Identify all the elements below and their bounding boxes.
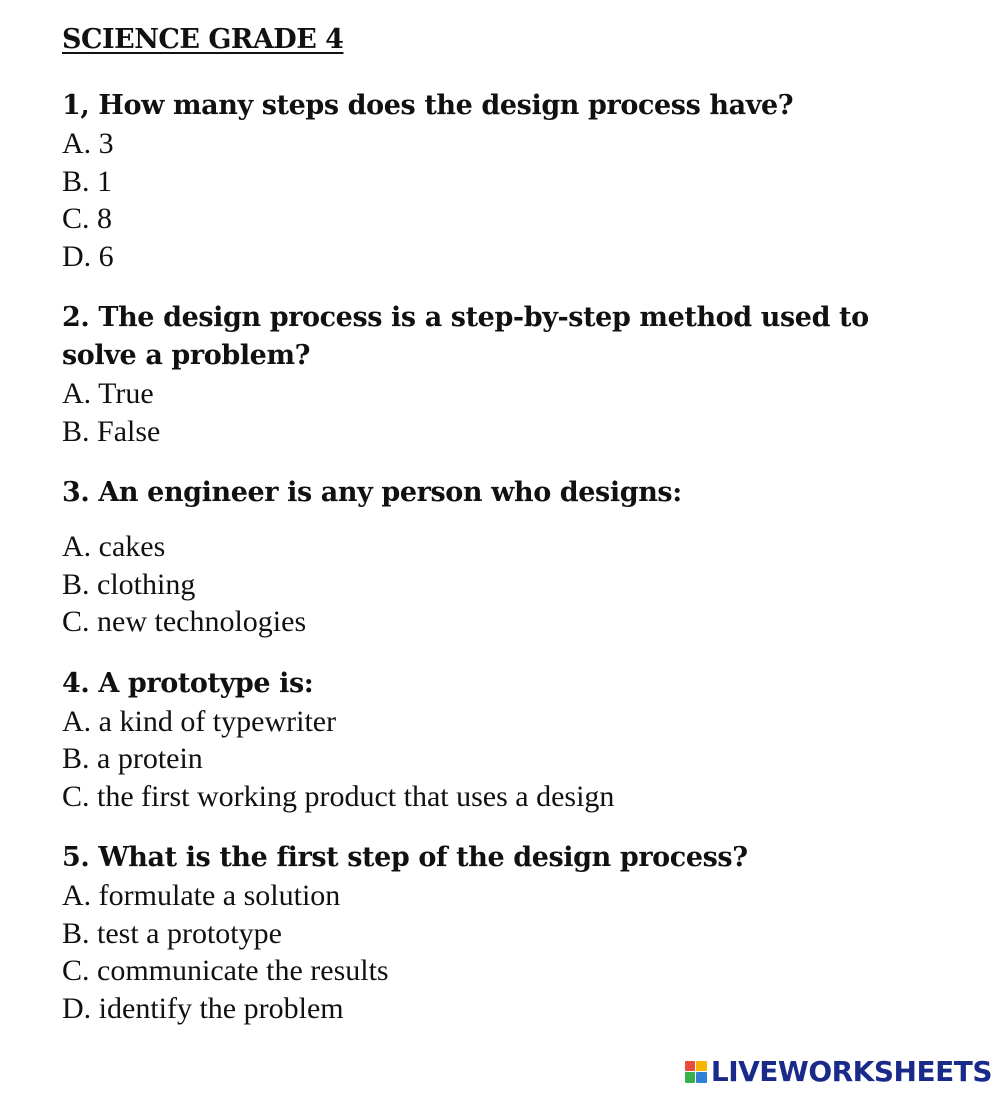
logo-square bbox=[696, 1061, 707, 1072]
logo-square bbox=[696, 1072, 707, 1083]
answer-option[interactable]: A. True bbox=[62, 377, 154, 410]
answer-option[interactable]: C. 8 bbox=[62, 202, 113, 235]
logo-square bbox=[685, 1061, 696, 1072]
brand-label: LIVEWORKSHEETS bbox=[710, 1055, 992, 1088]
answer-option[interactable]: A. a kind of typewriter bbox=[62, 704, 337, 738]
answer-option[interactable]: A. formulate a solution bbox=[62, 879, 341, 912]
question-text: 1, How many steps does the design process have? bbox=[62, 90, 794, 121]
answer-option[interactable]: C. the first working product that uses a design bbox=[62, 779, 615, 813]
question-2 bbox=[62, 299, 962, 450]
question-text: 2. The design process is a step-by-step method used to bbox=[62, 302, 869, 333]
liveworksheets-logo-icon bbox=[685, 1061, 707, 1083]
answer-option[interactable]: D. 6 bbox=[62, 239, 114, 273]
answer-option[interactable]: C. new technologies bbox=[62, 605, 307, 638]
answer-option[interactable]: B. clothing bbox=[62, 567, 196, 601]
question-5 bbox=[62, 839, 962, 1027]
answer-option[interactable]: D. identify the problem bbox=[62, 991, 344, 1025]
answer-option[interactable]: A. cakes bbox=[62, 530, 166, 563]
question-1 bbox=[62, 87, 962, 275]
answer-option[interactable]: B. False bbox=[62, 414, 161, 448]
question-text: 3. An engineer is any person who designs: bbox=[62, 477, 682, 508]
worksheet-title: SCIENCE GRADE 4 bbox=[62, 24, 344, 55]
answer-option[interactable]: B. a protein bbox=[62, 742, 203, 775]
question-text: 4. A prototype is: bbox=[62, 667, 314, 699]
question-text: 5. What is the first step of the design process? bbox=[62, 842, 748, 873]
answer-option[interactable]: B. 1 bbox=[62, 164, 113, 198]
question-4 bbox=[62, 665, 962, 816]
question-3 bbox=[62, 474, 962, 641]
answer-option[interactable]: B. test a prototype bbox=[62, 916, 282, 950]
worksheet bbox=[62, 24, 962, 1051]
answer-option[interactable]: C. communicate the results bbox=[62, 954, 389, 987]
answer-option[interactable]: A. 3 bbox=[62, 127, 114, 160]
liveworksheets-brand bbox=[685, 1055, 992, 1088]
question-text-continued: solve a problem? bbox=[62, 340, 311, 371]
logo-square bbox=[685, 1072, 696, 1083]
